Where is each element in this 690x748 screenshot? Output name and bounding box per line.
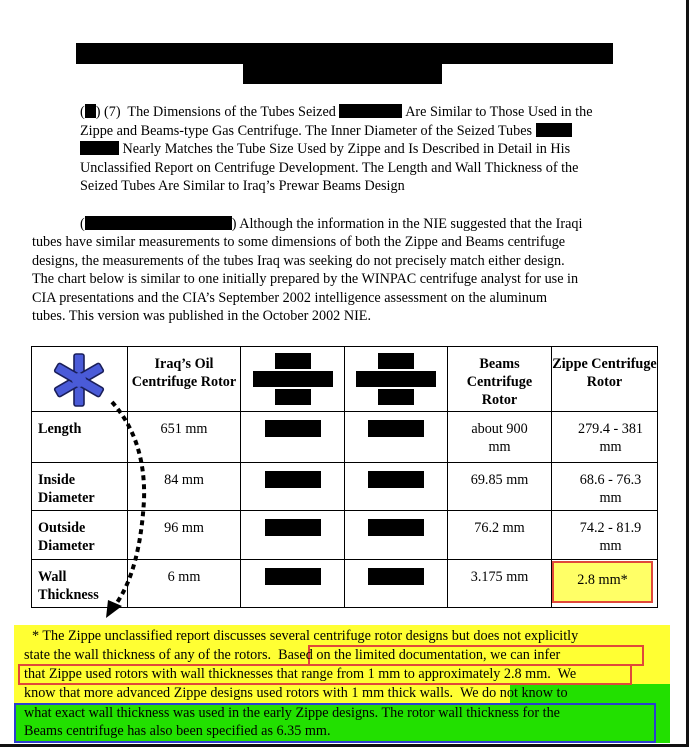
zippe-value: 279.4 - 381 mm — [552, 412, 658, 463]
redacted-cell — [253, 371, 333, 387]
redacted-value — [241, 412, 345, 463]
iraq-value: 651 mm — [128, 412, 241, 463]
beams-value: about 900 mm — [448, 412, 552, 463]
footnote-text-3b: We — [557, 666, 577, 682]
redacted-cell — [368, 519, 424, 536]
iraq-value: 96 mm — [128, 511, 241, 560]
heading-line-4: Unclassified Report on Centrifuge Development. The Length and Wall Thickness of the — [80, 160, 579, 176]
header-redacted-1 — [241, 347, 345, 412]
body-line-3: designs, the measurements of the tubes Iraq was seeking do not precisely match either design. — [32, 253, 565, 269]
heading-line-5: Seized Tubes Are Similar to Iraq’s Prewar Beams Design — [80, 178, 405, 194]
zippe-value: 74.2 - 81.9 mm — [552, 511, 658, 560]
redacted-cell — [368, 568, 424, 585]
beams-value: 3.175 mm — [448, 560, 552, 608]
redacted-cell — [275, 353, 311, 369]
redacted-cell — [265, 420, 321, 437]
header-iraq: Iraq’s Oil Centrifuge Rotor — [128, 347, 241, 412]
footnote-line-5: what exact wall thickness was used in the early Zippe designs. The rotor wall thickness for the — [24, 705, 560, 721]
table-row-length — [32, 412, 658, 463]
footnote-text-4b: We do not know to — [459, 685, 568, 701]
footnote-line-1: * The Zippe unclassified report discusses several centrifuge rotor designs but does not explicitly — [32, 628, 579, 644]
heading-text-line2: Zippe and Beams-type Gas Centrifuge. The Inner Diameter of the Seized Tubes — [80, 123, 533, 139]
row-label: Wall Thickness — [32, 560, 128, 608]
redacted-value — [241, 463, 345, 511]
redacted-cell — [265, 471, 321, 488]
heading-text-2: Are Similar to Those Used in the — [405, 104, 593, 120]
section-number: (7) — [104, 104, 121, 120]
zippe-wall-value: 2.8 mm* — [577, 572, 628, 588]
beams-value: 69.85 mm — [448, 463, 552, 511]
asterisk-icon — [44, 352, 114, 408]
redacted-value — [345, 560, 448, 608]
redacted-cell — [265, 568, 321, 585]
redacted-value — [241, 560, 345, 608]
redacted-cell — [368, 471, 424, 488]
redacted-text — [536, 123, 572, 137]
heading-text-line3: Nearly Matches the Tube Size Used by Zippe and Is Described in Detail in His — [122, 141, 571, 157]
beams-value: 76.2 mm — [448, 511, 552, 560]
row-label: Inside Diameter — [32, 463, 128, 511]
redacted-cell — [275, 389, 311, 405]
heading-line-3 — [80, 140, 680, 159]
header-beams: Beams Centrifuge Rotor — [448, 347, 552, 412]
body-line-4: The chart below is similar to one initially prepared by the WINPAC centrifuge analyst for use in — [32, 271, 579, 287]
body-line-1: ( ) Although the information in the NIE suggested that the Iraqi — [80, 216, 583, 232]
redacted-text — [339, 104, 402, 118]
footnote-line-2 — [24, 646, 560, 665]
redacted-text — [85, 216, 232, 230]
footnote-line-6: Beams centrifuge has also been specified as 6.35 mm. — [24, 723, 331, 739]
heading-line-2 — [80, 122, 680, 141]
redacted-value — [345, 511, 448, 560]
redacted-text — [80, 141, 119, 155]
row-label: Outside Diameter — [32, 511, 128, 560]
table-row-outside-diameter — [32, 511, 658, 560]
redacted-cell — [378, 389, 414, 405]
redacted-cell — [378, 353, 414, 369]
zippe-value: 68.6 - 76.3 mm — [552, 463, 658, 511]
iraq-value: 84 mm — [128, 463, 241, 511]
header-redacted-2 — [345, 347, 448, 412]
body-line-5: CIA presentations and the CIA’s September 2002 intelligence assessment on the aluminum — [32, 290, 547, 306]
footnote-text-4a: know that more advanced Zippe designs used rotors with 1 mm thick walls. — [24, 685, 454, 701]
header-zippe: Zippe Centrifuge Rotor — [552, 347, 658, 412]
redacted-marking — [85, 104, 96, 118]
redacted-classification-subheader — [243, 64, 442, 84]
body-line-6: tubes. This version was published in the October 2002 NIE. — [32, 308, 372, 324]
redacted-value — [241, 511, 345, 560]
body-text-1: Although the information in the NIE suggested that the Iraqi — [239, 216, 583, 232]
body-line-2: tubes have similar measurements to some dimensions of both the Zippe and Beams centrifuge — [32, 234, 566, 250]
redacted-value — [345, 412, 448, 463]
redacted-cell — [356, 371, 436, 387]
footnote-text-2b: Based on the limited documentation, we can infer — [278, 647, 561, 663]
footnote-line-3 — [24, 665, 576, 684]
section-heading — [80, 103, 680, 122]
footnote-text-2a: state the wall thickness of any of the rotors. — [24, 647, 272, 663]
redacted-cell — [265, 519, 321, 536]
row-label: Length — [32, 412, 128, 463]
footnote-line-4 — [24, 684, 568, 703]
table-header-row — [32, 347, 658, 412]
redacted-cell — [368, 420, 424, 437]
heading-text-1: The Dimensions of the Tubes Seized — [127, 104, 336, 120]
table-row-inside-diameter — [32, 463, 658, 511]
iraq-value: 6 mm — [128, 560, 241, 608]
footnote-text-3: that Zippe used rotors with wall thicknesses that range from 1 mm to approximately 2.8 mm. — [24, 666, 551, 682]
redacted-classification-header — [76, 43, 613, 64]
paragraph-marker: ( ) — [80, 104, 101, 120]
redacted-value — [345, 463, 448, 511]
